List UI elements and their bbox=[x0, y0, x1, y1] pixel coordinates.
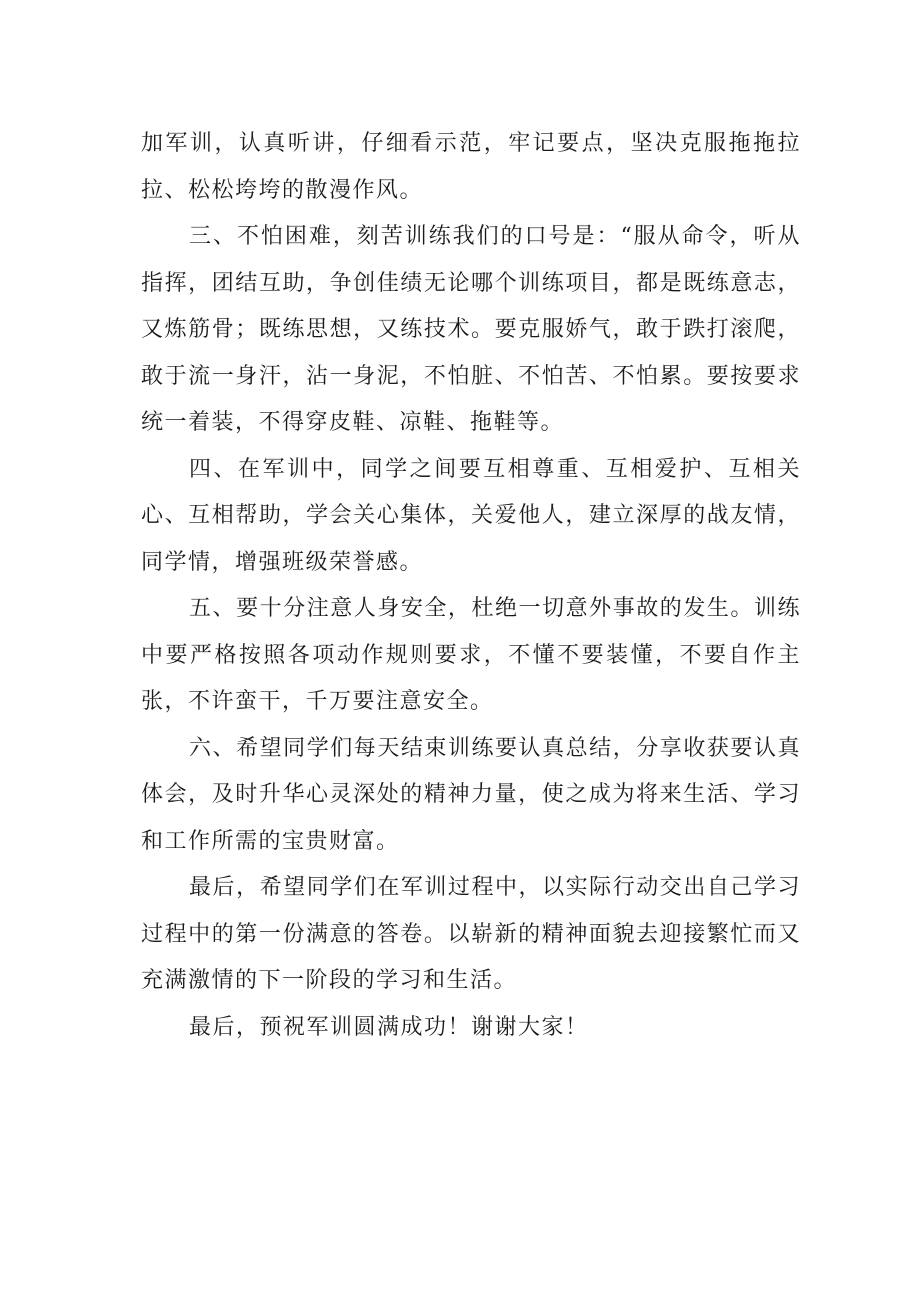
paragraph-section-five: 五、要十分注意人身安全，杜绝一切意外事故的发生。训练中要严格按照各项动作规则要求，不懂不要装懂，不要自作主张，不许蛮干，千万要注意安全。 bbox=[141, 596, 801, 714]
paragraph-continuation: 加军训，认真听讲，仔细看示范，牢记要点，坚决克服拖拖拉拉、松松垮垮的散漫作风。 bbox=[141, 131, 801, 203]
document-body bbox=[141, 121, 801, 1051]
paragraph-section-three: 三、不怕困难，刻苦训练我们的口号是：“服从命令，听从指挥，团结互助，争创佳绩无论哪个训练项目，都是既练意志，又炼筋骨；既练思想，又练技术。要克服娇气，敢于跌打滚爬，敢于流一身汗，沾一身泥，不怕脏、不怕苦、不怕累。要按要求统一着装，不得穿皮鞋、凉鞋、拖鞋等。 bbox=[141, 224, 801, 435]
paragraph-closing-hope: 最后，希望同学们在军训过程中，以实际行动交出自己学习过程中的第一份满意的答卷。以崭新的精神面貌去迎接繁忙而又充满激情的下一阶段的学习和生活。 bbox=[141, 875, 801, 993]
paragraph-section-six: 六、希望同学们每天结束训练要认真总结，分享收获要认真体会，及时升华心灵深处的精神力量，使之成为将来生活、学习和工作所需的宝贵财富。 bbox=[141, 735, 801, 854]
paragraph-closing-thanks: 最后，预祝军训圆满成功！谢谢大家！ bbox=[189, 1014, 589, 1040]
paragraph-section-four: 四、在军训中，同学之间要互相尊重、互相爱护、互相关心、互相帮助，学会关心集体，关爱他人，建立深厚的战友情，同学情，增强班级荣誉感。 bbox=[141, 456, 801, 575]
